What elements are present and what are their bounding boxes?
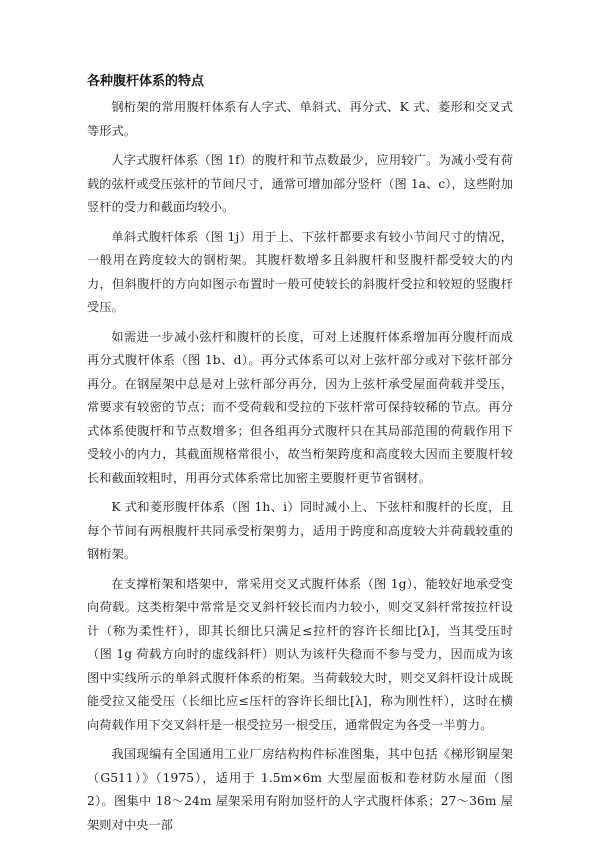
paragraph-k-and-diamond: K 式和菱形腹杆体系（图 1h、i）同时减小上、下弦杆和腹杆的长度，且每个节间有两根腹杆共同承受桁架剪力，适用于跨度和高度较大并荷载较重的钢桁架。 [87,500,513,561]
paragraph-subdivided: 如需进一步减小弦杆和腹杆的长度，可对上述腹杆体系增加再分腹杆而成再分式腹杆体系（图 1b、d）。再分式体系可以对上弦杆部分或对下弦杆部分再分。在钢屋架中总是对上弦杆部分再分，因为上弦杆承受屋面荷载并受压，常要求有较密的节点；而不受荷载和受拉的下弦杆常可保持较稀的节点。再分式体系使腹杆和节点数增多；但各组再分式腹杆只在其局部范围的荷载作用下受较小的内力，其截面规格常很小，故当桁架跨度和高度较大因而主要腹杆较长和截面较粗时，用再分式体系常比加密主要腹杆更节省钢材。 [87,329,513,485]
section-heading: 各种腹杆体系的特点 [87,74,205,89]
paragraph-single-diagonal: 单斜式腹杆体系（图 1j）用于上、下弦杆都要求有较小节间尺寸的情况，一般用在跨度较大的钢桁架。其腹杆数增多且斜腹杆和竖腹杆都受较大的内力，但斜腹杆的方向如图示布置时一般可使较长的斜腹杆受拉和较短的竖腹杆受压。 [87,229,513,314]
paragraph-standard-atlas: 我国现编有全国通用工业厂房结构构件标准图集，其中包括《梯形钢屋架（G511）》（1975），适用于 1.5m×6m 大型屋面板和卷材防水屋面（图 2）。图集中 18～24m 屋架采用有附加竖杆的人字式腹杆体系；27～36m 屋架则对中央一部 [87,747,513,832]
paragraph-intro: 钢桁架的常用腹杆体系有人字式、单斜式、再分式、K 式、菱形和交叉式等形式。 [87,100,513,138]
paragraph-herringbone: 人字式腹杆体系（图 1f）的腹杆和节点数最少，应用较广。为减小受有荷载的弦杆或受压弦杆的节间尺寸，通常可增加部分竖杆（图 1a、c），这些附加竖杆的受力和截面均较小。 [87,153,513,214]
document-page [87,72,513,843]
paragraph-cross-bracing: 在支撑桁架和塔架中，常采用交叉式腹杆体系（图 1g），能较好地承受变向荷载。这类桁架中常常是交叉斜杆较长而内力较小，则交叉斜杆常按拉杆设计（称为柔性杆），即其长细比只满足≤拉杆的容许长细比[λ]，当其受压时（图 1g 荷载方向时的虚线斜杆）则认为该杆失稳而不参与受力，因而成为该图中实线所示的单斜式腹杆体系的桁架。当荷载较大时，则交叉斜杆设计成既能受拉又能受压（长细比应≤压杆的容许长细比[λ]，称为刚性杆），这时在横向荷载作用下交叉斜杆是一根受拉另一根受压，通常假定为各受一半剪力。 [87,576,513,732]
